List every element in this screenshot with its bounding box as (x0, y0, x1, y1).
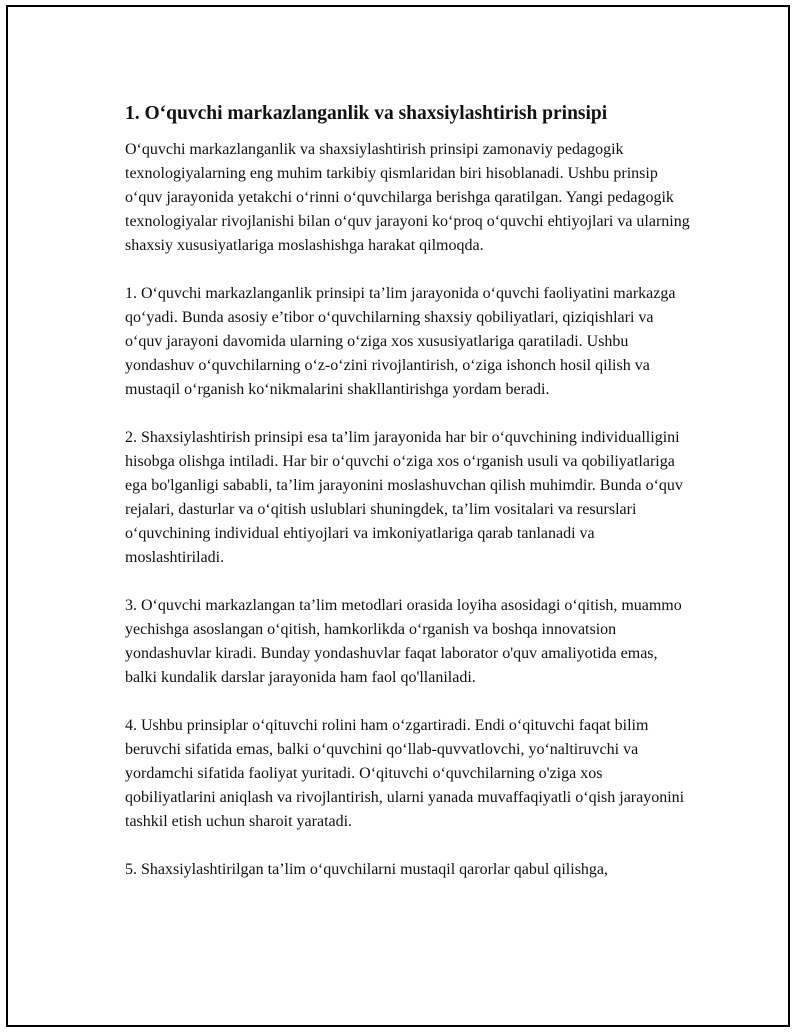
paragraph-3: 3. O‘quvchi markazlangan ta’lim metodlari orasida loyiha asosidagi o‘qitish, muammo yechishga asoslangan o‘qitish, hamkorlikda o‘rganish va boshqa innovatsion yondashuvlar kiradi. Bunday yondashuvlar faqat laborator o'quv amaliyotida emas, balki kundalik darslar jarayonida ham faol qo'llaniladi. (125, 597, 682, 686)
paragraph-1: 1. O‘quvchi markazlanganlik prinsipi ta’lim jarayonida o‘quvchi faoliyatini markazga qo‘yadi. Bunda asosiy e’tibor o‘quvchilarning shaxsiy qobiliyatlari, qiziqishlari va o‘quv jarayoni davomida ularning o‘ziga xos xususiyatlariga qaratiladi. Ushbu yondashuv o‘quvchilarning o‘z-o‘zini rivojlantirish, o‘ziga ishonch hosil qilish va mustaqil o‘rganish ko‘nikmalarini shakllantirishga yordam beradi. (125, 285, 676, 398)
intro-paragraph: O‘quvchi markazlanganlik va shaxsiylashtirish prinsipi zamonaviy pedagogik texnologiyalarning eng muhim tarkibiy qismlaridan biri hisoblanadi. Ushbu prinsip o‘quv jarayonida yetakchi o‘rinni o‘quvchilarga berishga qaratilgan. Yangi pedagogik texnologiyalar rivojlanishi bilan o‘quv jarayoni ko‘proq o‘quvchi ehtiyojlari va ularning shaxsiy xususiyatlariga moslashishga harakat qilmoqda. (125, 141, 690, 254)
paragraph-4: 4. Ushbu prinsiplar o‘qituvchi rolini ham o‘zgartiradi. Endi o‘qituvchi faqat bilim beruvchi sifatida emas, balki o‘quvchini qo‘llab-quvvatlovchi, yo‘naltiruvchi va yordamchi sifatida faoliyat yuritadi. O‘qituvchi o‘quvchilarning o'ziga xos qobiliyatlarini aniqlash va rivojlantirish, ularni yanada muvaffaqiyatli o‘qish jarayonini tashkil etish uchun sharoit yaratadi. (125, 717, 685, 830)
document-body (125, 100, 690, 906)
page-frame (6, 5, 790, 1027)
paragraph-2: 2. Shaxsiylashtirish prinsipi esa ta’lim jarayonida har bir o‘quvchining individualligini hisobga olishga intiladi. Har bir o‘quvchi o‘ziga xos o‘rganish usuli va qobiliyatlariga ega bo'lganligi sababli, ta’lim jarayonini moslashuvchan qilish muhimdir. Bunda o‘quv rejalari, dasturlar va o‘qitish uslublari shuningdek, ta’lim vositalari va resurslari o‘quvchining individual ehtiyojlari va imkoniyatlariga qarab tanlanadi va moslashtiriladi. (125, 429, 683, 566)
section-heading: 1. O‘quvchi markazlanganlik va shaxsiylashtirish prinsipi (125, 103, 608, 124)
paragraph-5: 5. Shaxsiylashtirilgan ta’lim o‘quvchilarni mustaqil qarorlar qabul qilishga, (125, 861, 609, 878)
